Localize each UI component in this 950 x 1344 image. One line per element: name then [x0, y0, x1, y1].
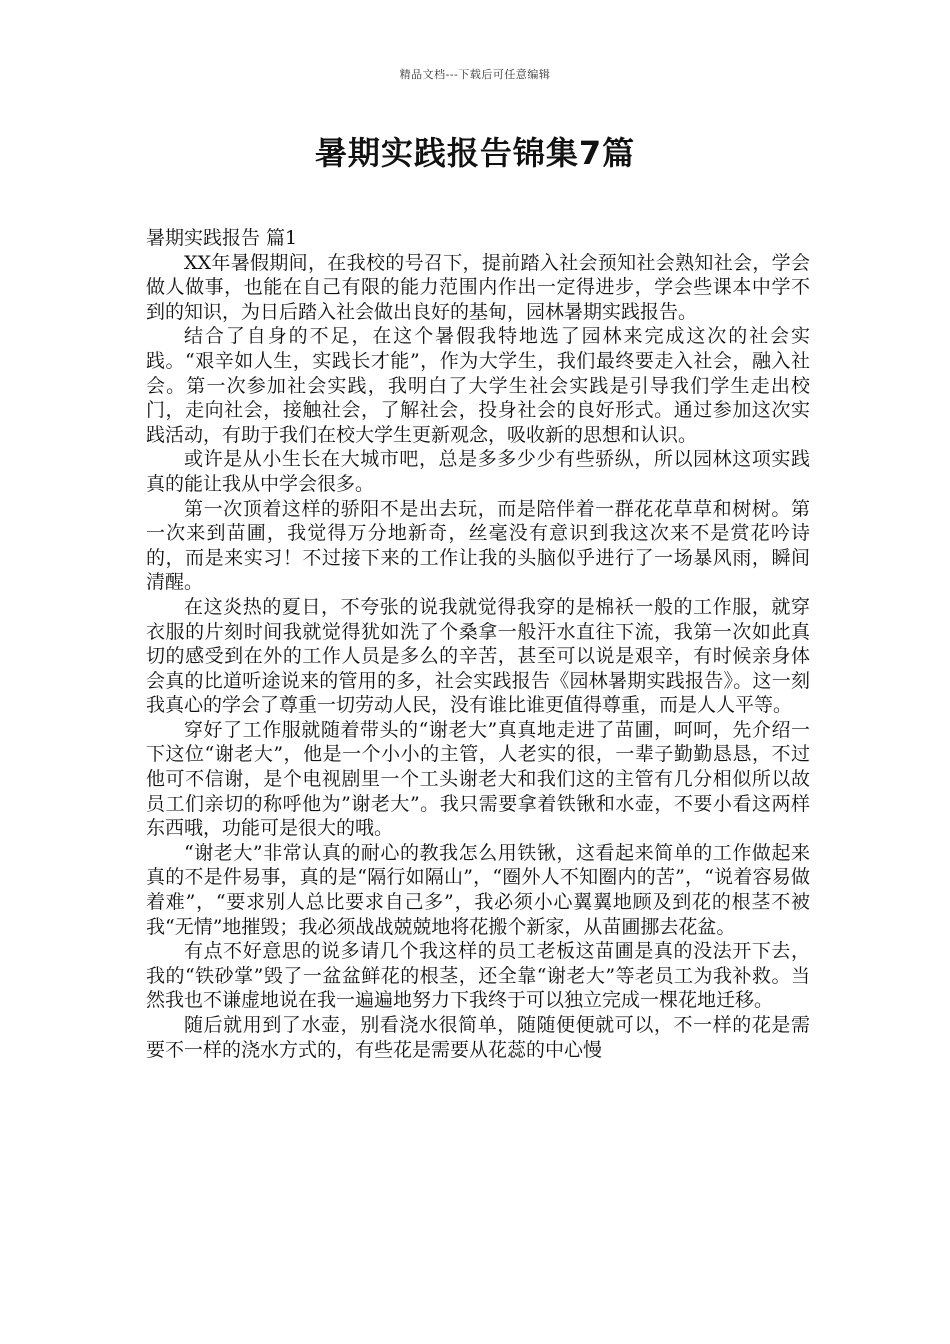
paragraph-4: 第一次顶着这样的骄阳不是出去玩，而是陪伴着一群花花草草和树树。第一次来到苗圃，我觉得万分地新奇，丝毫没有意识到我这次来不是赏花吟诗的，而是来实习！不过接下来的工作让我的头脑似乎进行了一场暴风雨，瞬间清醒。: [146, 497, 810, 594]
paragraph-9: 随后就用到了水壶，别看浇水很简单，随随便便就可以，不一样的花是需要不一样的浇水方式的，有些花是需要从花蕊的中心慢: [146, 1014, 810, 1061]
document-body: [146, 226, 810, 1062]
document-title: 暑期实践报告锦集7篇: [314, 134, 636, 172]
paragraph-8: 有点不好意思的说多请几个我这样的员工老板这苗圃是真的没法开下去，我的“铁砂掌”毁了一盆盆鲜花的根茎，还全靠“谢老大”等老员工为我补救。当然我也不谦虚地说在我一遍遍地努力下我终于可以独立完成一棵花地迁移。: [146, 940, 810, 1012]
paragraph-2: 结合了自身的不足，在这个暑假我特地选了园林来完成这次的社会实践。“艰辛如人生，实践长才能”，作为大学生，我们最终要走入社会，融入社会。第一次参加社会实践，我明白了大学生社会实践是引导我们学生走出校门，走向社会，接触社会，了解社会，投身社会的良好形式。通过参加这次实践活动，有助于我们在校大学生更新观念，吸收新的思想和认识。: [146, 325, 810, 446]
paragraph-6: 穿好了工作服就随着带头的“谢老大”真真地走进了苗圃，呵呵，先介绍一下这位“谢老大”，他是一个小小的主管，人老实的很，一辈子勤勤恳恳，不过他可不信谢，是个电视剧里一个工头谢老大和我们这的主管有几分相似所以故员工们亲切的称呼他为”谢老大”。我只需要拿着铁锹和水壶，不要小看这两样东西哦，功能可是很大的哦。: [146, 718, 810, 840]
paragraph-1: XX年暑假期间，在我校的号召下，提前踏入社会预知社会熟知社会，学会做人做事，也能在自己有限的能力范围内作出一定得进步，学会些课本中学不到的知识，为日后踏入社会做出良好的基甸，园林暑期实践报告。: [146, 251, 810, 323]
paragraph-7: “谢老大”非常认真的耐心的教我怎么用铁锹，这看起来简单的工作做起来真的不是件易事，真的是“隔行如隔山”，“圈外人不知圈内的苦”，“说着容易做着难”，“要求别人总比要求自己多”，我必须小心翼翼地顾及到花的根茎不被我“无情”地摧毁；我必须战战兢兢地将花搬个新家，从苗圃挪去花盆。: [146, 841, 810, 938]
paragraph-3: 或许是从小生长在大城市吧，总是多多少少有些骄纵，所以园林这项实践真的能让我从中学会很多。: [146, 448, 810, 495]
section-heading: 暑期实践报告 篇1: [146, 227, 298, 249]
header-note: 精品文档---下载后可任意编辑: [399, 68, 551, 81]
paragraph-5: 在这炎热的夏日，不夸张的说我就觉得我穿的是棉袄一般的工作服，就穿衣服的片刻时间我就觉得犹如洗了个桑拿一般汗水直往下流，我第一次如此真切的感受到在外的工作人员是多么的辛苦，甚至可以说是艰辛，有时候亲身体会真的比道听途说来的管用的多，社会实践报告《园林暑期实践报告》。这一刻我真心的学会了尊重一切劳动人民，没有谁比谁更值得尊重，而是人人平等。: [146, 595, 810, 717]
